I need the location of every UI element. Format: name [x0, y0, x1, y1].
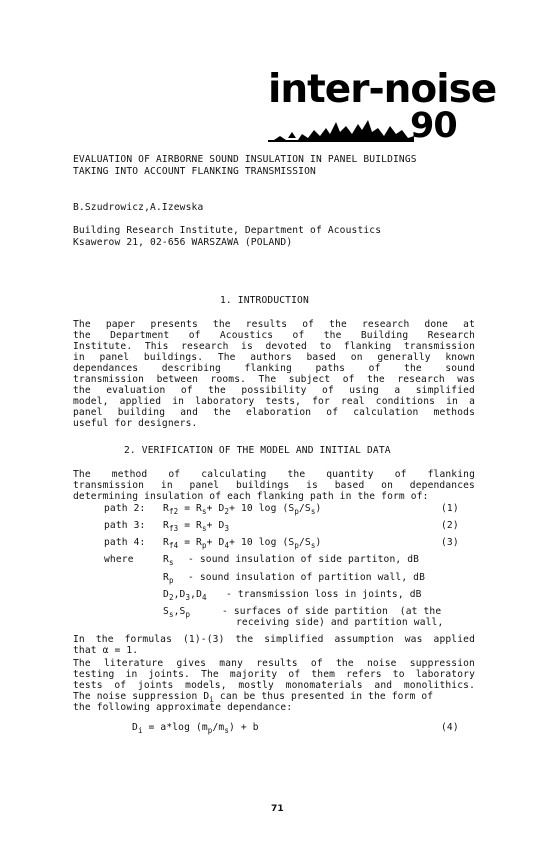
formula-4-number: (4): [441, 722, 459, 733]
affiliation-line-2: Ksawerow 21, 02-656 WARSZAWA (POLAND): [73, 237, 293, 248]
definition-s-line-2: receiving side) and partition wall,: [236, 617, 444, 628]
formula-2-label: path 3:: [104, 520, 146, 531]
section-2-line: The method of calculating the quantity of flanking: [73, 469, 475, 480]
formula-3-label: path 4:: [104, 537, 146, 548]
intro-line: The paper presents the results of the research done at: [73, 319, 475, 330]
section-2-line: determining insulation of each flanking path in the form of:: [73, 491, 429, 502]
definition-rs: - sound insulation of side partiton, dB: [188, 554, 420, 565]
paper-title-line-2: TAKING INTO ACCOUNT FLANKING TRANSMISSION: [73, 166, 316, 177]
page-number: 71: [271, 804, 284, 814]
affiliation-line-1: Building Research Institute, Department of Acoustics: [73, 225, 382, 236]
body-line: The literature gives many results of the noise suppression: [73, 658, 475, 669]
formula-1-number: (1): [441, 503, 459, 514]
definition-rp: - sound insulation of partition wall, dB: [188, 572, 426, 583]
formula-1-label: path 2:: [104, 503, 146, 514]
body-line: In the formulas (1)-(3) the simplified assumption was applied: [73, 634, 475, 645]
body-line: The noise suppression $D_i$ can be thus presented in the form of: [73, 691, 434, 704]
intro-line: the evaluation of the possibility of using a simplified: [73, 385, 475, 396]
section-2-heading: 2. VERIFICATION OF THE MODEL AND INITIAL DATA: [124, 445, 391, 456]
symbol-d: $D_2,D_3,D_4$: [163, 589, 207, 602]
intro-line: panel building and the elaboration of calculation methods: [73, 407, 475, 418]
formula-3-number: (3): [441, 537, 459, 548]
section-2-line: transmission in panel buildings is based on dependances: [73, 480, 475, 491]
formula-2-number: (2): [441, 520, 459, 531]
intro-line: Institute. This research is devoted to flanking transmission: [73, 341, 475, 352]
formula-4: $D_i = a*\log$ $(m_p/m_s) + b$: [132, 722, 259, 735]
body-line: the following approximate dependance:: [73, 702, 293, 713]
conference-logo-year: 90: [410, 106, 457, 146]
symbol-rs: $R_s$: [163, 554, 174, 567]
paper-title-line-1: EVALUATION OF AIRBORNE SOUND INSULATION IN PANEL BUILDINGS: [73, 154, 417, 165]
formula-2: $R_{f3} = R_s+ D_3$: [163, 520, 230, 533]
intro-line: useful for designers.: [73, 418, 198, 429]
formula-3: $R_{f4} = R_p+ D_4+ 10$ $\log (S_p/S_s)$: [163, 537, 322, 550]
intro-line: model, applied in laboratory tests, for real conditions in a: [73, 396, 475, 407]
body-line: testing in joints. The majority of them refers to laboratory: [73, 669, 475, 680]
intro-line: dependances describing flanking paths of the sound: [73, 363, 475, 374]
authors: B.Szudrowicz,A.Izewska: [73, 202, 204, 213]
intro-line: the Department of Acoustics of the Building Research: [73, 330, 475, 341]
definition-d: - transmission loss in joints, dB: [226, 589, 422, 600]
body-line: tests of joints models, mostly monomaterials and monolithics.: [73, 680, 475, 691]
logo-skyline-graphic: [268, 112, 414, 142]
intro-line: in panel buildings. The authors based on generally known: [73, 352, 475, 363]
where-label: where: [104, 554, 134, 565]
symbol-s: $S_s,S_p$: [163, 606, 191, 619]
symbol-rp: $R_p$: [163, 572, 174, 585]
body-line: that α = 1.: [73, 645, 139, 656]
section-1-heading: 1. INTRODUCTION: [220, 295, 309, 306]
conference-logo-text: inter-noise: [268, 67, 497, 112]
formula-1: $R_{f2} = R_s+ D_2+ 10$ $\log (S_p/S_s)$: [163, 503, 322, 516]
definition-s-line-1: - surfaces of side partition (at the: [222, 606, 442, 617]
intro-line: transmission between rooms. The subject of the research was: [73, 374, 475, 385]
